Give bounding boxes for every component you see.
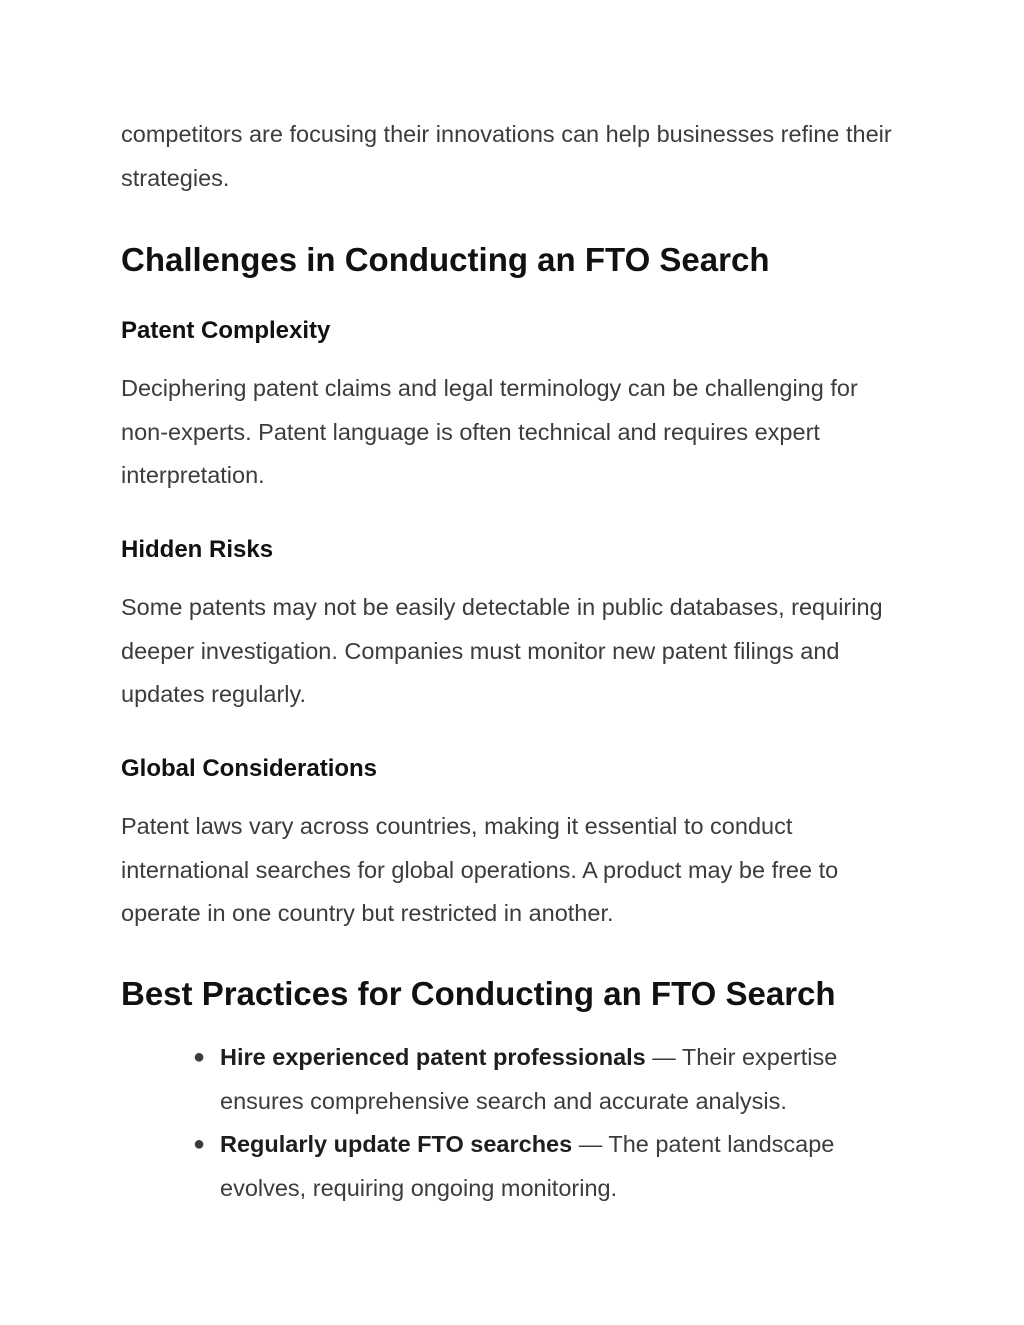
bullet-icon: ● xyxy=(193,1046,206,1068)
list-item-bold: Regularly update FTO searches xyxy=(220,1131,573,1157)
hidden-risks-paragraph: Some patents may not be easily detectable in public databases, requiring deeper investigation. Companies must monitor new patent filings and updates regularly. xyxy=(121,594,883,707)
list-item-bold: Hire experienced patent professionals xyxy=(220,1044,646,1070)
global-considerations-heading: Global Considerations xyxy=(121,755,378,782)
list-item-text: — Their expertise ensures comprehensive search and accurate analysis. xyxy=(220,1044,838,1114)
bullet-icon: ● xyxy=(193,1133,206,1155)
patent-complexity-heading: Patent Complexity xyxy=(121,317,331,344)
global-considerations-paragraph: Patent laws vary across countries, making it essential to conduct international searches for global operations. A product may be free to operate in one country but restricted in another. xyxy=(121,813,839,926)
list-item xyxy=(121,1123,911,1210)
intro-paragraph: competitors are focusing their innovations can help businesses refine their strategies. xyxy=(121,121,892,191)
list-item-text: — The patent landscape evolves, requiring ongoing monitoring. xyxy=(220,1131,835,1201)
list-item xyxy=(121,1036,911,1123)
hidden-risks-heading: Hidden Risks xyxy=(121,536,274,563)
best-practices-list xyxy=(121,1036,911,1210)
challenges-heading: Challenges in Conducting an FTO Search xyxy=(121,241,770,278)
best-practices-heading: Best Practices for Conducting an FTO Search xyxy=(121,975,836,1012)
patent-complexity-paragraph: Deciphering patent claims and legal terminology can be challenging for non-experts. Patent language is often technical and requires expert interpretation. xyxy=(121,375,858,488)
